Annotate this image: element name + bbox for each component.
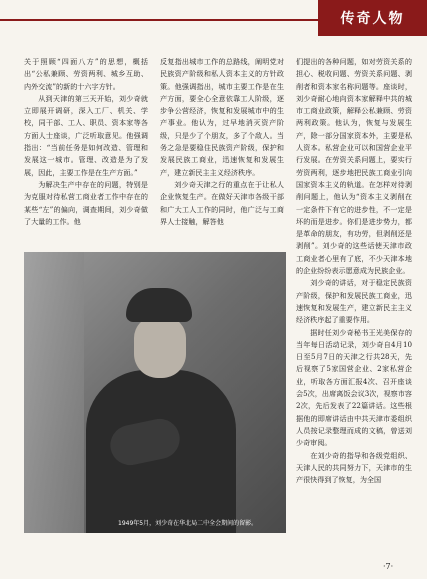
paragraph: 据时任刘少奇秘书王光美保存的当年每日活动记录，刘少奇自4月10日至5月7日的天津之行共28天，先后视察了5家国营企业、2家私营企业，听取各方面汇报4次、召开座谈会5次，出席离饭会议3次，视察市容2次，先后发表了22篇讲话。这些根据他的即席讲话由中共天津市委组织人员按记录整理而成的文稿，曾送刘少奇审阅。 [296,327,412,448]
paragraph: 为解决生产中存在的问题，特别是为克服对待私营工商业者工作中存在的某些“左”的偏向，调查期间，刘少奇做了大量的工作。他 [24,179,148,226]
paragraph: 刘少奇天津之行的重点在于让私人企业恢复生产。在做好天津市各级干部和广大工人工作的同时，他广泛与工商界人士接触，解答他 [160,179,284,226]
page-number: ·7· [383,562,394,571]
header-rule [0,19,318,21]
section-title: 传奇人物 [318,0,427,36]
paragraph: 们提出的各种问题，如对劳资关系的担心、税收问题、劳资关系问题、剥削者和资本家名称问题等。座谈时，刘少奇耐心地向资本家解释中共的城市工商业政策，解释公私兼顾、劳资两利政策。他认为，恢复与发展生产，除一部分国家资本外，主要是私人资本。私营企业可以和国营企业平行发展。在劳资关系问题上，要实行劳资两利，逐步地把民族工商业引向国家资本主义的轨道。在怎样对待剥削问题上，他认为“资本主义剥削在一定条件下有它的进步性，不一定是坏的而是进步。你们是进步势力，都是革命的朋友，有功劳，但剥削还是剥削”。刘少奇的这些话使天津市政工商业者心里有了底，不少天津本地的企业纷纷表示愿意成为民族企业。 [296,57,412,276]
photo-caption: 1949年5月，刘少奇在华北局二中全会期间的留影。 [118,520,258,527]
face-figure [134,316,186,378]
text-column-2 [160,56,284,228]
paragraph: 从到天津的第三天开始，刘少奇就立即展开调研，深入工厂、机关、学校，同干部、工人、职员、资本家等各方面人士座谈，广泛听取意见。他强调指出：“当前任务是如何改造、管理和发展这一城市。管理、改造是为了发展，因此，主要工作是在生产方面。” [24,93,148,177]
text-column-1 [24,56,148,228]
paragraph: 反复指出城市工作的总路线，阐明党对民族资产阶级和私人资本主义的方针政策。他强调指出，城市主要工作是在生产方面，要全心全意依靠工人阶级，逐步争公营经济，恢复和发展城市中的生产事业。他认为，过早地消灭资产阶级，只是少了个朋友，多了个敌人。当务之急是要稳住民族资产阶级，保护和发展民族工商业，迅速恢复和发展生产，建立新民主主义经济秩序。 [160,57,284,177]
portrait-photo [24,252,286,533]
paragraph: 在刘少奇的指导和各级党组织、天津人民的共同努力下，天津市的生产很快得到了恢复，为全国 [296,450,412,485]
hat-figure [126,288,192,322]
paragraph: 关于照顾“四面八方”的思想，概括出“公私兼顾、劳资两利、城乡互助、内外交流”的新的十六字方针。 [24,57,148,91]
text-column-3 [296,56,412,486]
paragraph: 刘少奇的讲话，对于稳定民族资产阶级，保护和发展民族工商业，迅速恢复和发展生产，建立新民主主义经济秩序起了重要作用。 [296,278,412,325]
